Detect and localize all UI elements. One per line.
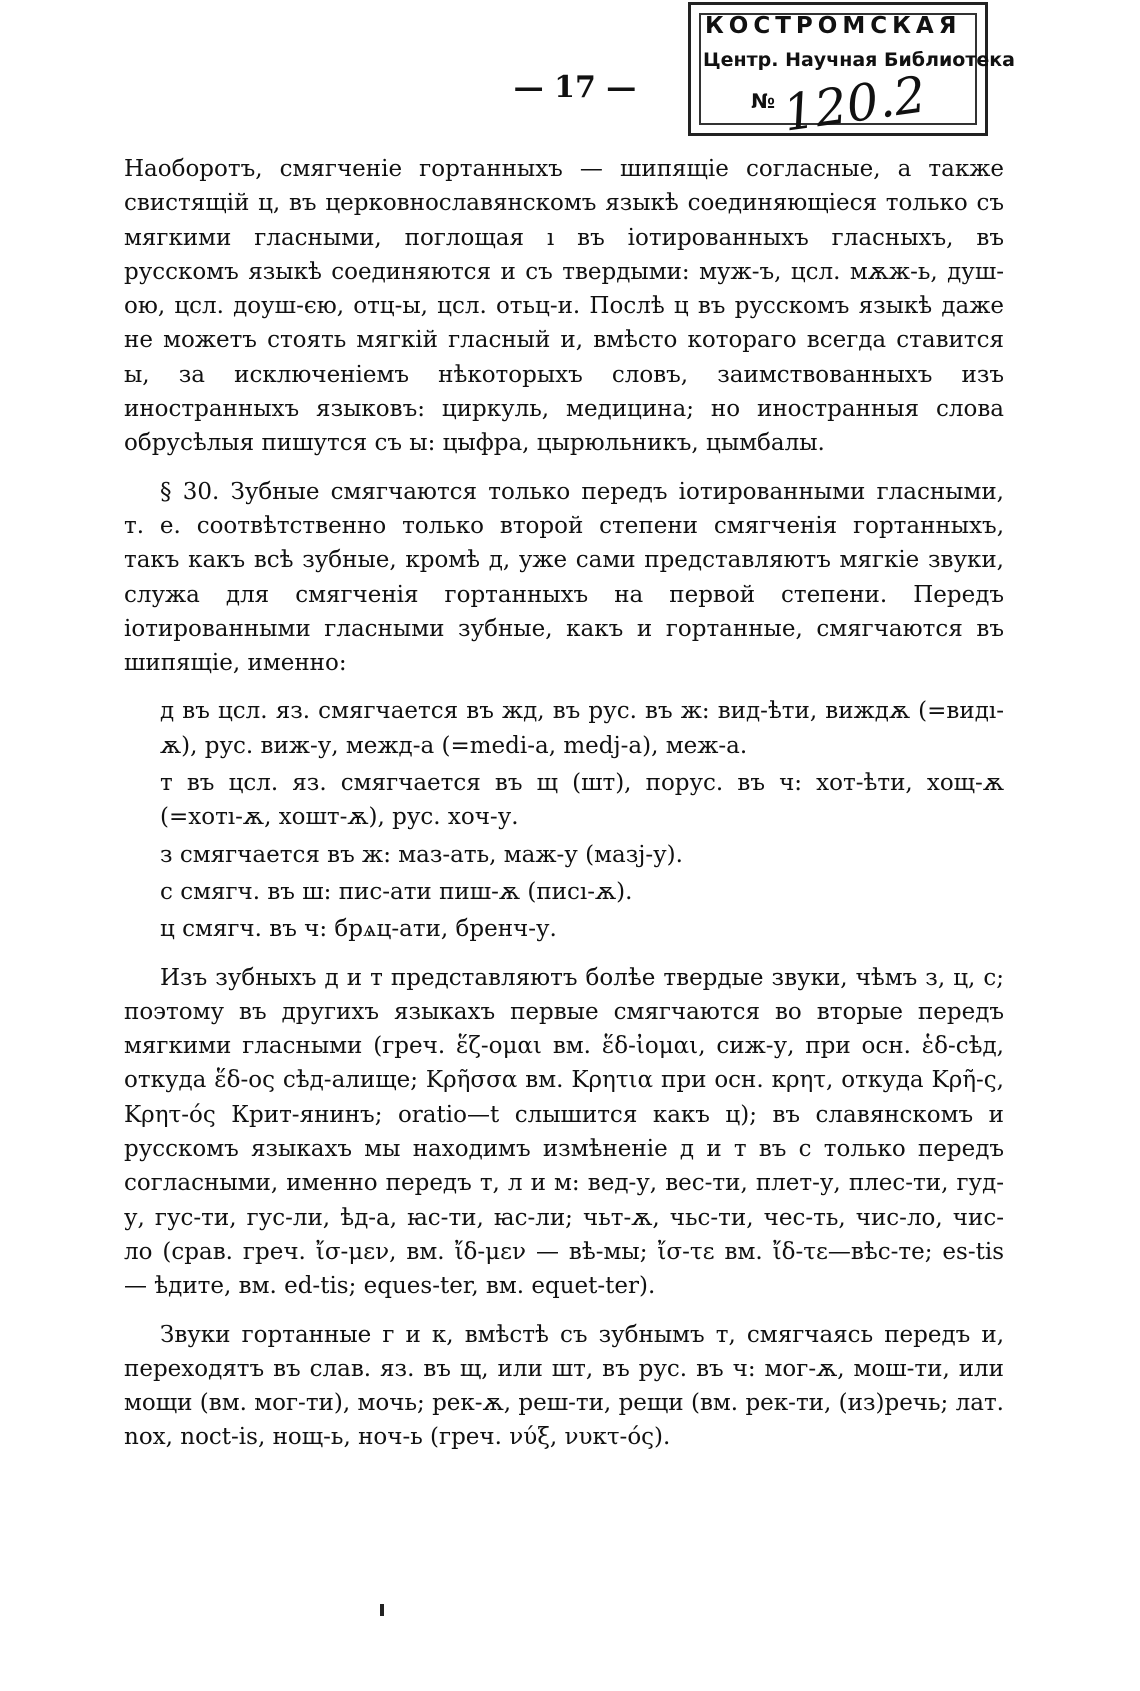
paragraph-1: Наоборотъ, смягченіе гортанныхъ — шипящіе согласные, а также свистящій ц, въ церковнославянскомъ языкѣ соединяющіеся только съ мягкими гласными, поглощая ı въ іотированныхъ гласныхъ, въ русскомъ языкѣ соединяются и съ твердыми: муж-ъ, цсл. мѫж-ь, душ-ою, цсл. доуш-єю, отц-ы, цсл. отьц-и. Послѣ ц въ русскомъ языкѣ даже не можетъ стоять мягкій гласный и, вмѣсто котораго всегда ставится ы, за исключеніемъ нѣкоторыхъ словъ, заимствованныхъ изъ иностранныхъ языковъ: циркуль, медицина; но иностранныя слова обрусѣлыя пишутся съ ы: цыфра, цырюльникъ, цымбалы. (124, 156, 1004, 457)
example-d: д въ цсл. яз. смягчается въ жд, въ рус. въ ж: вид-ѣти, виждѫ (=видı-ѫ), рус. виж-у, межд-а (=medi-a, medj-a), меж-а. (160, 698, 1004, 759)
paragraph-dentals: Изъ зубныхъ д и т представляютъ болѣе твердые звуки, чѣмъ з, ц, с; поэтому въ другихъ языкахъ первые смягчаются во вторые передъ мягкими гласными (греч. ἕζ-ομαι вм. ἕδ-ἰομαι, сиж-у, при осн. ἑδ-сѣд, откуда ἕδ-ος сѣд-алище; Κρῆσσα вм. Κρητια при осн. κρητ, откуда Κρῆ-ς, Κρητ-ός Крит-янинъ; oratio—t слышится какъ ц); въ славянскомъ и русскомъ языкахъ мы находимъ измѣненіе д и т въ с только передъ согласными, именно передъ т, л и м: вед-у, вес-ти, плет-у, плес-ти, гуд-у, гус-ти, гус-ли, ѣд-а, ꙗс-ти, ꙗс-ли; чьт-ѫ, чьс-ти, чес-ть, чис-ло, чис-ло (срав. греч. ἴσ-μεν, вм. ἴδ-μεν — вѣ-мы; ἴσ-τε вм. ἴδ-τε—вѣс-те; es-tis — ѣдите, вм. ed-tis; eques-ter, вм. equet-ter). (124, 964, 1004, 1300)
stamp-number-label: № (751, 89, 776, 113)
example-s: с смягч. въ ш: пис-ати пиш-ѫ (писı-ѫ). (160, 878, 633, 905)
example-ts: ц смягч. въ ч: брѧц-ати, бренч-у. (160, 916, 557, 943)
page-body (124, 152, 1004, 1469)
example-z: з смягчается въ ж: маз-ать, маж-у (мазј-у). (160, 841, 683, 868)
page-number: — 17 — (513, 70, 637, 105)
paragraph-section-30: § 30. Зубные смягчаются только передъ іотированными гласными, т. е. соотвѣтственно только второй степени смягченія гортанныхъ, такъ какъ всѣ зубные, кромѣ д, уже сами представляютъ мягкіе звуки, служа для смягченія гортанныхъ на первой степени. Передъ іотированными гласными зубные, какъ и гортанные, смягчаются въ шипящіе, именно: (124, 478, 1004, 677)
example-t: т въ цсл. яз. смягчается въ щ (шт), порус. въ ч: хот-ѣти, хощ-ѫ (=хотı-ѫ, хошт-ѫ), рус. хоч-у. (160, 770, 1004, 831)
stamp-number: 120.2 (779, 65, 930, 143)
library-stamp (688, 2, 1015, 143)
print-mark (380, 1604, 384, 1616)
stamp-city: КОСТРОМСКАЯ (705, 13, 962, 39)
paragraph-gutturals: Звуки гортанные г и к, вмѣстѣ съ зубнымъ т, смягчаясь передъ и, переходятъ въ слав. яз. въ щ, или шт, въ рус. въ ч: мог-ѫ, мош-ти, или мощи (вм. мог-ти), мочь; рек-ѫ, реш-ти, рещи (вм. рек-ти, (из)речь; лат. nox, noct-is, нощ-ь, ноч-ь (греч. νύξ, νυκτ-ός). (124, 1321, 1004, 1451)
stamp-library: Центр. Научная Библиотека (703, 49, 1015, 71)
